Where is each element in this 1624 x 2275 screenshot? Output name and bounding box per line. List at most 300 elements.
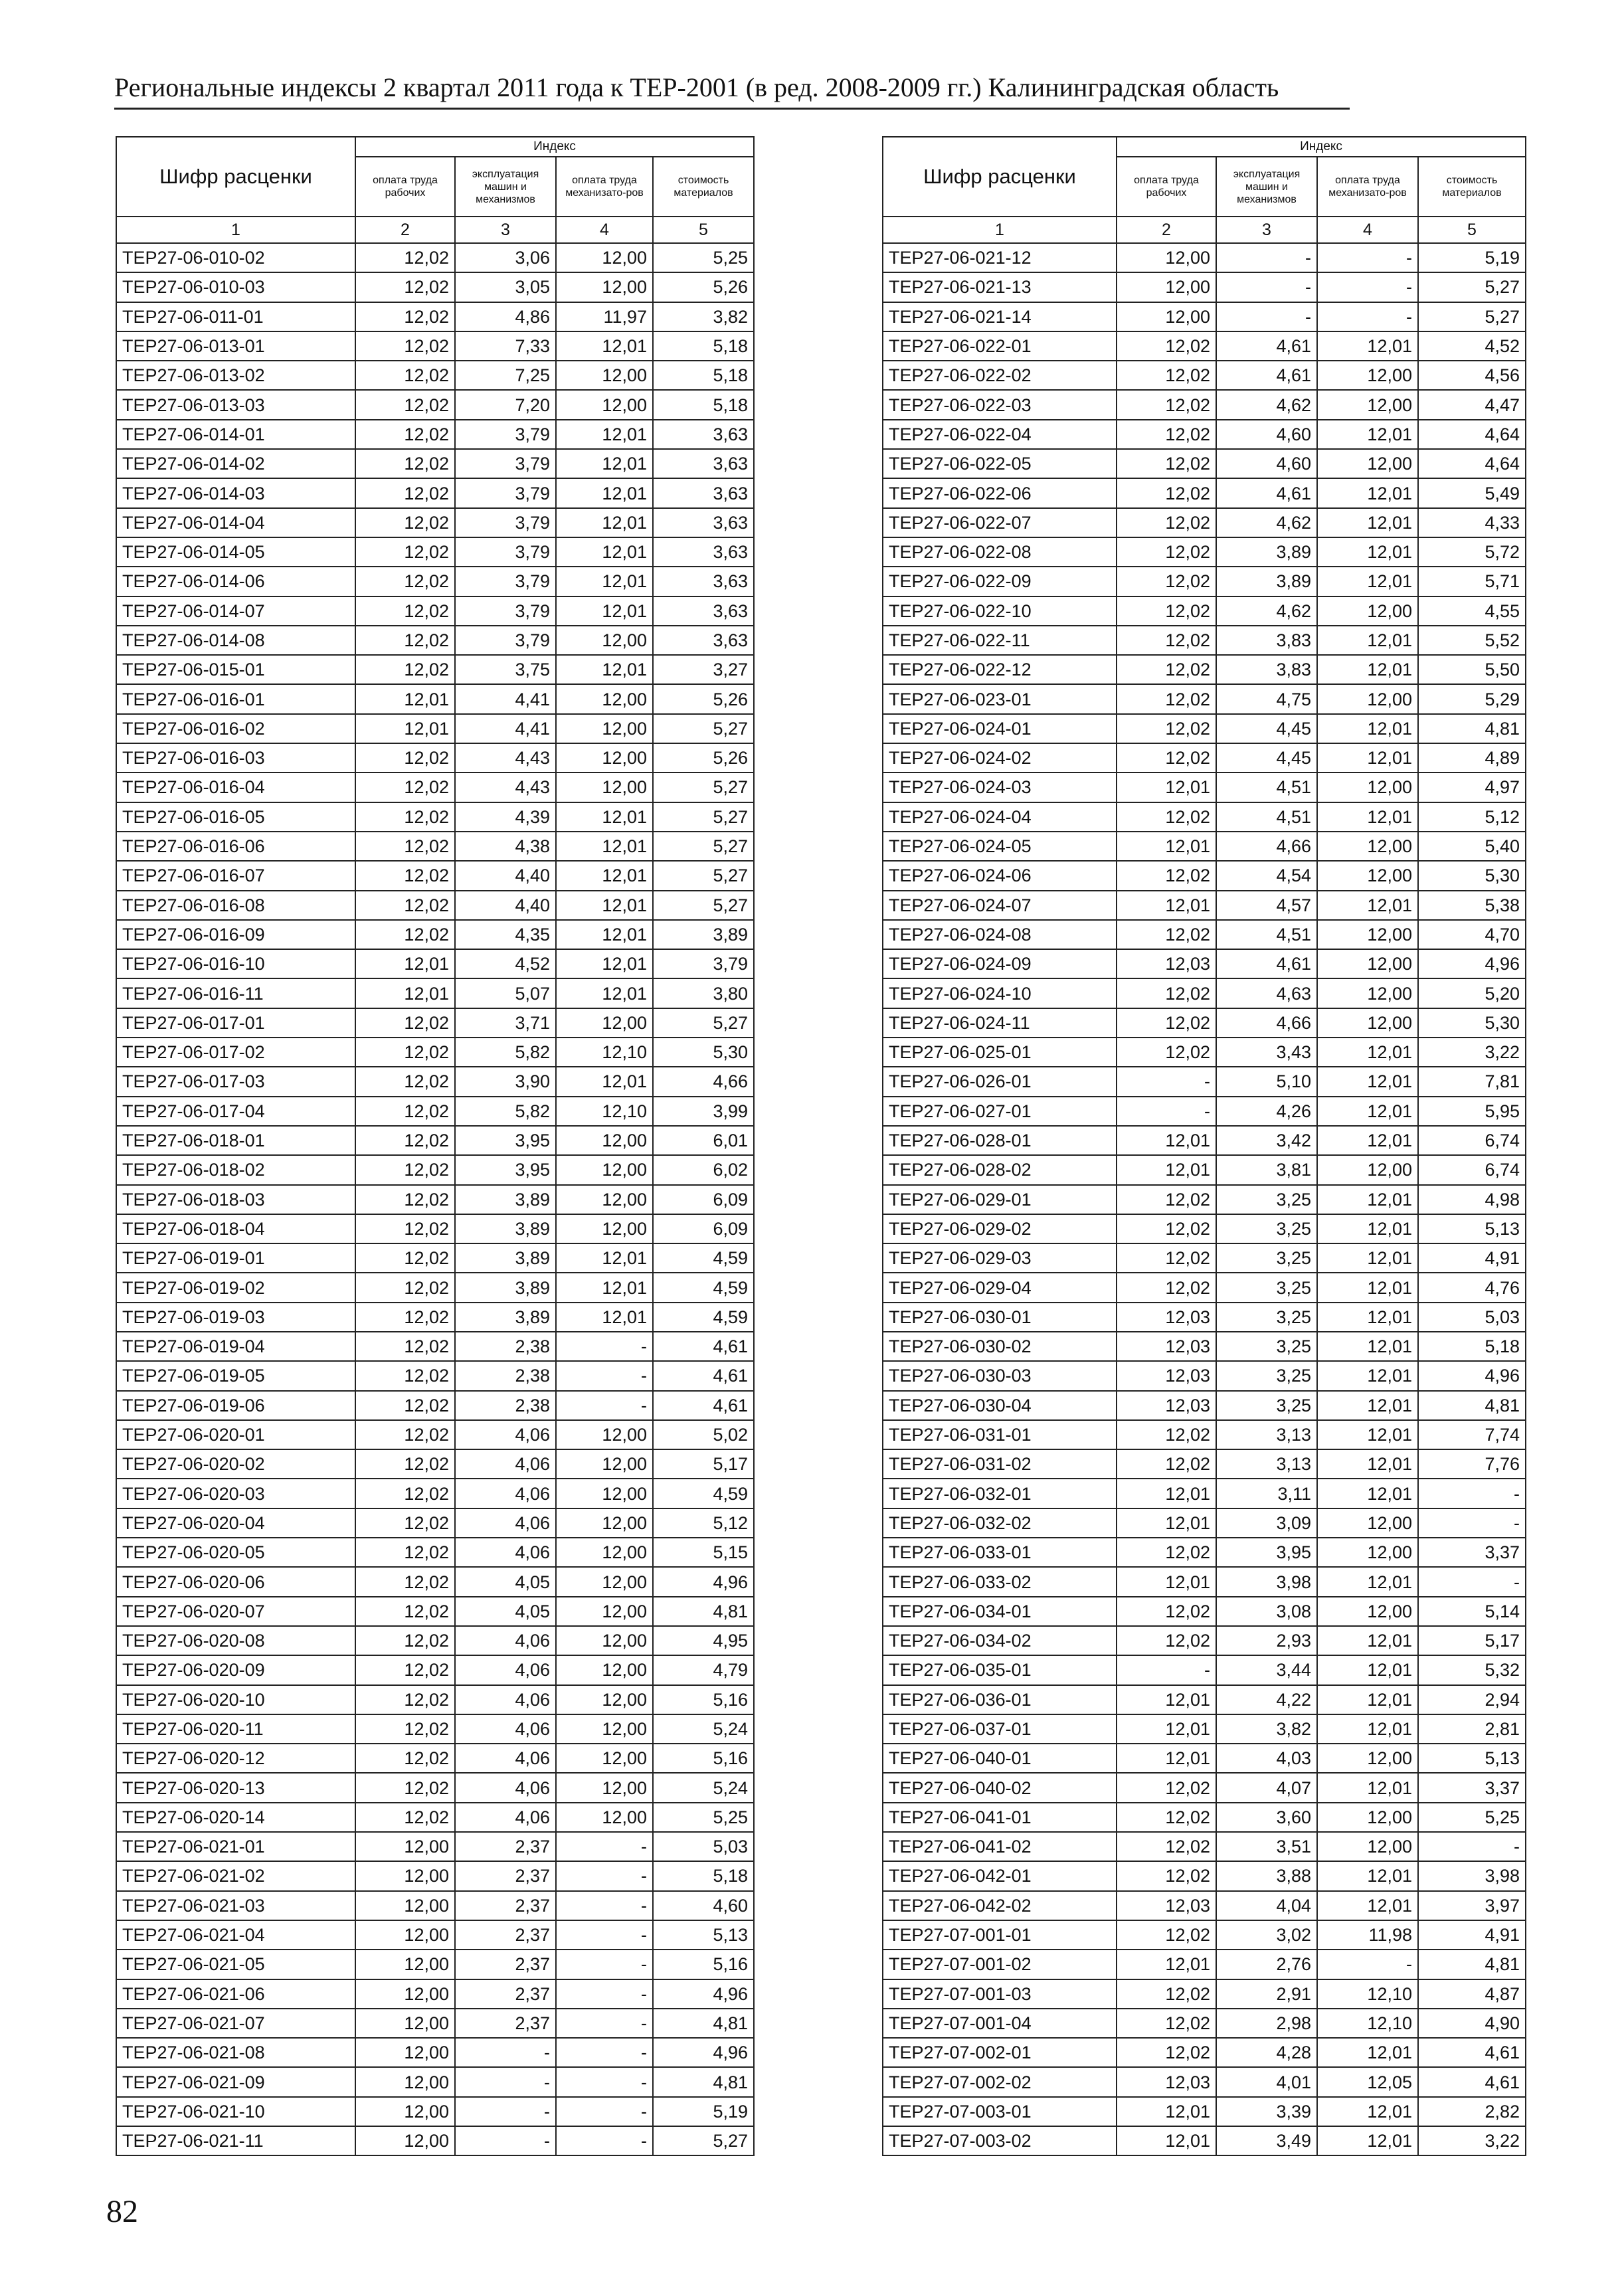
- materials-cost-cell: 5,18: [653, 331, 754, 361]
- materials-cost-cell: 5,32: [1418, 1655, 1526, 1684]
- column-number: 5: [1418, 217, 1526, 243]
- machine-operation-cell: 2,37: [455, 1832, 556, 1861]
- rate-code-cell: ТЕР27-06-022-10: [883, 596, 1117, 626]
- machine-operation-cell: 4,03: [1216, 1744, 1317, 1773]
- materials-cost-cell: 4,64: [1418, 449, 1526, 478]
- machine-operation-cell: 3,75: [455, 655, 556, 684]
- operator-wages-cell: 12,01: [1317, 802, 1418, 832]
- operator-wages-cell: 12,00: [556, 1597, 653, 1626]
- table-row: [116, 1361, 754, 1390]
- rate-code-cell: ТЕР27-06-013-02: [116, 361, 355, 390]
- table-row: [116, 1744, 754, 1773]
- table-row: [883, 567, 1526, 596]
- rate-code-cell: ТЕР27-06-030-02: [883, 1332, 1117, 1361]
- machine-operation-cell: 3,13: [1216, 1449, 1317, 1479]
- operator-wages-cell: 12,00: [1317, 1508, 1418, 1538]
- machine-operation-cell: -: [455, 2126, 556, 2155]
- machine-operation-cell: 3,89: [455, 1185, 556, 1214]
- labor-wages-cell: 12,02: [1117, 1979, 1216, 2009]
- labor-wages-cell: 12,02: [1117, 1773, 1216, 1802]
- labor-wages-cell: 12,02: [355, 1067, 455, 1096]
- materials-cost-cell: -: [1418, 1479, 1526, 1508]
- operator-wages-cell: 12,00: [556, 1655, 653, 1684]
- materials-cost-cell: 4,64: [1418, 420, 1526, 449]
- machine-operation-cell: 3,13: [1216, 1420, 1317, 1449]
- machine-operation-cell: 4,07: [1216, 1773, 1317, 1802]
- machine-operation-cell: -: [1216, 243, 1317, 272]
- rate-code-cell: ТЕР27-06-020-03: [116, 1479, 355, 1508]
- page-title: Региональные индексы 2 квартал 2011 года к ТЕР-2001 (в ред. 2008-2009 гг.) Калининградская область: [114, 72, 1279, 102]
- operator-wages-cell: 11,97: [556, 302, 653, 331]
- labor-wages-cell: 12,02: [355, 1479, 455, 1508]
- operator-wages-cell: 12,00: [556, 714, 653, 743]
- materials-cost-cell: 4,81: [653, 1597, 754, 1626]
- rate-code-cell: ТЕР27-06-030-04: [883, 1391, 1117, 1420]
- table-row: [116, 243, 754, 272]
- materials-cost-cell: 4,55: [1418, 596, 1526, 626]
- labor-wages-cell: 12,01: [1117, 1685, 1216, 1714]
- labor-wages-cell: 12,02: [1117, 1538, 1216, 1567]
- machine-operation-cell: 4,04: [1216, 1891, 1317, 1920]
- labor-wages-cell: 12,00: [1117, 243, 1216, 272]
- labor-wages-cell: 12,03: [1117, 1391, 1216, 1420]
- table-row: [883, 920, 1526, 949]
- labor-wages-cell: 12,02: [355, 478, 455, 507]
- rate-code-cell: ТЕР27-06-042-02: [883, 1891, 1117, 1920]
- operator-wages-cell: 12,01: [556, 596, 653, 626]
- materials-cost-cell: 5,03: [653, 1832, 754, 1861]
- rate-code-cell: ТЕР27-06-013-01: [116, 331, 355, 361]
- header-index-group: Индекс: [355, 137, 754, 157]
- materials-cost-cell: 4,76: [1418, 1273, 1526, 1302]
- operator-wages-cell: 12,01: [1317, 2097, 1418, 2126]
- materials-cost-cell: 3,63: [653, 626, 754, 655]
- machine-operation-cell: 5,07: [455, 978, 556, 1008]
- operator-wages-cell: -: [556, 2009, 653, 2038]
- header-materials-cost: стоимость материалов: [653, 157, 754, 217]
- materials-cost-cell: 3,82: [653, 302, 754, 331]
- labor-wages-cell: 12,02: [1117, 1185, 1216, 1214]
- labor-wages-cell: 12,02: [355, 390, 455, 419]
- machine-operation-cell: 4,06: [455, 1449, 556, 1479]
- rate-code-cell: ТЕР27-06-031-02: [883, 1449, 1117, 1479]
- table-row: [883, 1567, 1526, 1596]
- materials-cost-cell: 4,61: [1418, 2038, 1526, 2067]
- machine-operation-cell: -: [1216, 302, 1317, 331]
- operator-wages-cell: 12,01: [1317, 508, 1418, 537]
- rate-code-cell: ТЕР27-06-030-03: [883, 1361, 1117, 1390]
- materials-cost-cell: 4,90: [1418, 2009, 1526, 2038]
- rate-code-cell: ТЕР27-06-014-06: [116, 567, 355, 596]
- machine-operation-cell: 7,33: [455, 331, 556, 361]
- rate-code-cell: ТЕР27-06-019-04: [116, 1332, 355, 1361]
- operator-wages-cell: 12,01: [1317, 626, 1418, 655]
- materials-cost-cell: 5,25: [1418, 1803, 1526, 1832]
- table-row: [116, 331, 754, 361]
- machine-operation-cell: 4,06: [455, 1420, 556, 1449]
- machine-operation-cell: 2,98: [1216, 2009, 1317, 2038]
- table-row: [116, 1243, 754, 1273]
- materials-cost-cell: 4,81: [1418, 714, 1526, 743]
- materials-cost-cell: 5,27: [653, 891, 754, 920]
- table-body-right: [883, 243, 1526, 2155]
- labor-wages-cell: 12,02: [355, 1803, 455, 1832]
- machine-operation-cell: 4,05: [455, 1567, 556, 1596]
- table-row: [883, 2097, 1526, 2126]
- rate-code-cell: ТЕР27-06-021-11: [116, 2126, 355, 2155]
- materials-cost-cell: 2,82: [1418, 2097, 1526, 2126]
- materials-cost-cell: 6,74: [1418, 1126, 1526, 1155]
- labor-wages-cell: 12,00: [355, 1861, 455, 1890]
- table-row: [883, 1038, 1526, 1067]
- labor-wages-cell: 12,01: [355, 978, 455, 1008]
- materials-cost-cell: 5,49: [1418, 478, 1526, 507]
- operator-wages-cell: 12,10: [556, 1097, 653, 1126]
- table-row: [116, 1979, 754, 2009]
- operator-wages-cell: 12,00: [556, 1449, 653, 1479]
- table-row: [116, 978, 754, 1008]
- operator-wages-cell: 12,01: [1317, 567, 1418, 596]
- labor-wages-cell: 12,01: [1117, 1479, 1216, 1508]
- labor-wages-cell: 12,02: [355, 1303, 455, 1332]
- machine-operation-cell: 3,95: [455, 1126, 556, 1155]
- materials-cost-cell: 5,27: [653, 2126, 754, 2155]
- table-row: [883, 1597, 1526, 1626]
- operator-wages-cell: 12,00: [1317, 949, 1418, 978]
- machine-operation-cell: 3,25: [1216, 1361, 1317, 1390]
- operator-wages-cell: 12,10: [1317, 2009, 1418, 2038]
- table-row: [883, 272, 1526, 302]
- machine-operation-cell: 4,06: [455, 1714, 556, 1744]
- rate-code-cell: ТЕР27-06-024-07: [883, 891, 1117, 920]
- machine-operation-cell: 4,41: [455, 714, 556, 743]
- rate-code-cell: ТЕР27-06-019-03: [116, 1303, 355, 1332]
- materials-cost-cell: 6,09: [653, 1214, 754, 1243]
- machine-operation-cell: 4,60: [1216, 449, 1317, 478]
- labor-wages-cell: 12,02: [1117, 1861, 1216, 1890]
- table-row: [116, 478, 754, 507]
- materials-cost-cell: 7,81: [1418, 1067, 1526, 1096]
- labor-wages-cell: 12,02: [355, 743, 455, 773]
- operator-wages-cell: 12,00: [1317, 449, 1418, 478]
- labor-wages-cell: 12,02: [1117, 2009, 1216, 2038]
- operator-wages-cell: -: [1317, 302, 1418, 331]
- rate-code-cell: ТЕР27-06-018-04: [116, 1214, 355, 1243]
- machine-operation-cell: 4,43: [455, 743, 556, 773]
- operator-wages-cell: 12,00: [1317, 1597, 1418, 1626]
- labor-wages-cell: 12,02: [355, 832, 455, 861]
- labor-wages-cell: 12,03: [1117, 2067, 1216, 2096]
- operator-wages-cell: -: [1317, 243, 1418, 272]
- machine-operation-cell: 3,83: [1216, 626, 1317, 655]
- table-row: [883, 596, 1526, 626]
- table-row: [116, 743, 754, 773]
- machine-operation-cell: 3,83: [1216, 655, 1317, 684]
- machine-operation-cell: 4,61: [1216, 949, 1317, 978]
- machine-operation-cell: 5,10: [1216, 1067, 1317, 1096]
- column-number: 4: [556, 217, 653, 243]
- table-row: [883, 478, 1526, 507]
- machine-operation-cell: 3,02: [1216, 1920, 1317, 1950]
- rate-code-cell: ТЕР27-06-021-14: [883, 302, 1117, 331]
- labor-wages-cell: 12,02: [1117, 714, 1216, 743]
- rate-code-cell: ТЕР27-06-033-01: [883, 1538, 1117, 1567]
- rate-code-cell: ТЕР27-06-019-01: [116, 1243, 355, 1273]
- table-row: [883, 420, 1526, 449]
- labor-wages-cell: 12,02: [1117, 449, 1216, 478]
- machine-operation-cell: 3,11: [1216, 1479, 1317, 1508]
- rate-code-cell: ТЕР27-06-019-06: [116, 1391, 355, 1420]
- machine-operation-cell: 4,06: [455, 1479, 556, 1508]
- operator-wages-cell: 12,01: [1317, 1714, 1418, 1744]
- rate-code-cell: ТЕР27-06-022-11: [883, 626, 1117, 655]
- rate-code-cell: ТЕР27-06-040-02: [883, 1773, 1117, 1802]
- machine-operation-cell: 4,66: [1216, 832, 1317, 861]
- machine-operation-cell: 3,89: [455, 1214, 556, 1243]
- machine-operation-cell: 2,93: [1216, 1626, 1317, 1655]
- labor-wages-cell: 12,02: [1117, 1449, 1216, 1479]
- machine-operation-cell: 4,62: [1216, 596, 1317, 626]
- table-row: [883, 1626, 1526, 1655]
- rate-code-cell: ТЕР27-06-017-03: [116, 1067, 355, 1096]
- materials-cost-cell: 4,70: [1418, 920, 1526, 949]
- materials-cost-cell: 5,15: [653, 1538, 754, 1567]
- operator-wages-cell: 12,00: [556, 684, 653, 713]
- table-row: [116, 420, 754, 449]
- materials-cost-cell: 4,81: [1418, 1950, 1526, 1979]
- table-row: [883, 1185, 1526, 1214]
- labor-wages-cell: 12,02: [355, 1214, 455, 1243]
- materials-cost-cell: 3,37: [1418, 1773, 1526, 1802]
- table-row: [883, 2126, 1526, 2155]
- labor-wages-cell: 12,02: [1117, 1832, 1216, 1861]
- operator-wages-cell: 12,01: [556, 920, 653, 949]
- table-row: [116, 1861, 754, 1890]
- labor-wages-cell: 12,02: [355, 1626, 455, 1655]
- labor-wages-cell: 12,00: [1117, 302, 1216, 331]
- labor-wages-cell: 12,02: [355, 420, 455, 449]
- table-row: [116, 1714, 754, 1744]
- table-row: [116, 2126, 754, 2155]
- operator-wages-cell: 12,01: [1317, 891, 1418, 920]
- table-row: [883, 802, 1526, 832]
- labor-wages-cell: 12,00: [355, 1950, 455, 1979]
- table-row: [883, 655, 1526, 684]
- operator-wages-cell: -: [556, 1832, 653, 1861]
- rate-code-cell: ТЕР27-06-021-12: [883, 243, 1117, 272]
- column-number: 4: [1317, 217, 1418, 243]
- materials-cost-cell: 3,63: [653, 478, 754, 507]
- machine-operation-cell: 4,66: [1216, 1008, 1317, 1038]
- labor-wages-cell: 12,02: [355, 537, 455, 567]
- materials-cost-cell: 3,63: [653, 537, 754, 567]
- rate-code-cell: ТЕР27-06-021-05: [116, 1950, 355, 1979]
- materials-cost-cell: 3,63: [653, 508, 754, 537]
- materials-cost-cell: 3,79: [653, 949, 754, 978]
- operator-wages-cell: -: [556, 1391, 653, 1420]
- labor-wages-cell: 12,02: [1117, 1920, 1216, 1950]
- machine-operation-cell: 4,06: [455, 1655, 556, 1684]
- rate-code-cell: ТЕР27-06-021-06: [116, 1979, 355, 2009]
- machine-operation-cell: 3,79: [455, 478, 556, 507]
- operator-wages-cell: 12,00: [556, 1420, 653, 1449]
- materials-cost-cell: 5,03: [1418, 1303, 1526, 1332]
- operator-wages-cell: 12,01: [1317, 1479, 1418, 1508]
- operator-wages-cell: 12,01: [556, 655, 653, 684]
- operator-wages-cell: 12,01: [1317, 1861, 1418, 1890]
- rate-code-cell: ТЕР27-06-020-12: [116, 1744, 355, 1773]
- materials-cost-cell: 5,27: [1418, 272, 1526, 302]
- operator-wages-cell: -: [556, 1891, 653, 1920]
- labor-wages-cell: 12,03: [1117, 1303, 1216, 1332]
- materials-cost-cell: 4,60: [653, 1891, 754, 1920]
- machine-operation-cell: 2,37: [455, 1950, 556, 1979]
- materials-cost-cell: 5,26: [653, 684, 754, 713]
- machine-operation-cell: 3,05: [455, 272, 556, 302]
- rate-code-cell: ТЕР27-06-016-04: [116, 773, 355, 802]
- operator-wages-cell: 12,00: [1317, 684, 1418, 713]
- operator-wages-cell: 12,01: [1317, 1273, 1418, 1302]
- rate-code-cell: ТЕР27-06-020-06: [116, 1567, 355, 1596]
- table-row: [883, 1008, 1526, 1038]
- header-operator-wages: оплата труда механизато-ров: [1317, 157, 1418, 217]
- machine-operation-cell: -: [1216, 272, 1317, 302]
- rate-code-cell: ТЕР27-06-037-01: [883, 1714, 1117, 1744]
- labor-wages-cell: 12,02: [355, 861, 455, 890]
- materials-cost-cell: 5,40: [1418, 832, 1526, 861]
- machine-operation-cell: 3,60: [1216, 1803, 1317, 1832]
- rate-code-cell: ТЕР27-06-020-04: [116, 1508, 355, 1538]
- machine-operation-cell: 3,06: [455, 243, 556, 272]
- table-row: [883, 1097, 1526, 1126]
- machine-operation-cell: 4,43: [455, 773, 556, 802]
- operator-wages-cell: 12,01: [556, 478, 653, 507]
- labor-wages-cell: -: [1117, 1097, 1216, 1126]
- table-row: [116, 1449, 754, 1479]
- operator-wages-cell: 12,00: [1317, 978, 1418, 1008]
- labor-wages-cell: 12,01: [1117, 2097, 1216, 2126]
- machine-operation-cell: 4,06: [455, 1685, 556, 1714]
- machine-operation-cell: 3,44: [1216, 1655, 1317, 1684]
- table-row: [116, 1332, 754, 1361]
- table-row: [116, 302, 754, 331]
- rate-code-cell: ТЕР27-06-016-07: [116, 861, 355, 890]
- labor-wages-cell: 12,02: [1117, 1597, 1216, 1626]
- rate-code-cell: ТЕР27-07-002-01: [883, 2038, 1117, 2067]
- materials-cost-cell: 3,80: [653, 978, 754, 1008]
- materials-cost-cell: 4,81: [653, 2067, 754, 2096]
- table-row: [883, 1803, 1526, 1832]
- operator-wages-cell: 12,00: [556, 390, 653, 419]
- labor-wages-cell: 12,00: [355, 1891, 455, 1920]
- rate-code-cell: ТЕР27-06-015-01: [116, 655, 355, 684]
- labor-wages-cell: 12,00: [355, 2009, 455, 2038]
- materials-cost-cell: 4,47: [1418, 390, 1526, 419]
- materials-cost-cell: 4,96: [653, 1567, 754, 1596]
- rate-code-cell: ТЕР27-06-018-03: [116, 1185, 355, 1214]
- materials-cost-cell: 5,30: [1418, 1008, 1526, 1038]
- machine-operation-cell: 2,38: [455, 1332, 556, 1361]
- machine-operation-cell: 4,62: [1216, 508, 1317, 537]
- operator-wages-cell: 12,00: [556, 626, 653, 655]
- materials-cost-cell: 5,14: [1418, 1597, 1526, 1626]
- machine-operation-cell: 7,20: [455, 390, 556, 419]
- operator-wages-cell: 12,00: [1317, 1538, 1418, 1567]
- labor-wages-cell: 12,02: [355, 1332, 455, 1361]
- materials-cost-cell: 5,13: [1418, 1214, 1526, 1243]
- operator-wages-cell: 12,00: [556, 1714, 653, 1744]
- operator-wages-cell: 12,10: [1317, 1979, 1418, 2009]
- labor-wages-cell: 12,02: [355, 1155, 455, 1184]
- table-row: [883, 1773, 1526, 1802]
- machine-operation-cell: 4,06: [455, 1773, 556, 1802]
- operator-wages-cell: -: [1317, 272, 1418, 302]
- materials-cost-cell: 4,61: [653, 1361, 754, 1390]
- materials-cost-cell: 5,27: [653, 1008, 754, 1038]
- machine-operation-cell: 3,81: [1216, 1155, 1317, 1184]
- rate-code-cell: ТЕР27-06-016-01: [116, 684, 355, 713]
- rate-code-cell: ТЕР27-06-025-01: [883, 1038, 1117, 1067]
- operator-wages-cell: 12,01: [556, 508, 653, 537]
- rate-code-cell: ТЕР27-06-024-04: [883, 802, 1117, 832]
- rate-code-cell: ТЕР27-06-017-01: [116, 1008, 355, 1038]
- labor-wages-cell: 12,02: [1117, 331, 1216, 361]
- table-row: [116, 1067, 754, 1096]
- table-row: [883, 626, 1526, 655]
- labor-wages-cell: 12,00: [355, 2067, 455, 2096]
- table-row: [883, 1655, 1526, 1684]
- labor-wages-cell: 12,02: [355, 1508, 455, 1538]
- column-number: 3: [455, 217, 556, 243]
- materials-cost-cell: 4,96: [1418, 1361, 1526, 1390]
- labor-wages-cell: 12,02: [355, 1243, 455, 1273]
- machine-operation-cell: 3,49: [1216, 2126, 1317, 2155]
- table-row: [883, 537, 1526, 567]
- machine-operation-cell: 3,25: [1216, 1391, 1317, 1420]
- rate-code-cell: ТЕР27-06-021-13: [883, 272, 1117, 302]
- rate-code-cell: ТЕР27-07-001-03: [883, 1979, 1117, 2009]
- table-row: [883, 832, 1526, 861]
- operator-wages-cell: 12,00: [556, 1567, 653, 1596]
- machine-operation-cell: 2,37: [455, 2009, 556, 2038]
- table-row: [883, 1508, 1526, 1538]
- operator-wages-cell: 12,00: [1317, 861, 1418, 890]
- rate-code-cell: ТЕР27-06-027-01: [883, 1097, 1117, 1126]
- machine-operation-cell: 2,76: [1216, 1950, 1317, 1979]
- operator-wages-cell: 12,01: [1317, 1214, 1418, 1243]
- labor-wages-cell: 12,01: [355, 684, 455, 713]
- table-row: [883, 1861, 1526, 1890]
- labor-wages-cell: 12,02: [1117, 1008, 1216, 1038]
- materials-cost-cell: 5,95: [1418, 1097, 1526, 1126]
- operator-wages-cell: 12,00: [556, 1626, 653, 1655]
- machine-operation-cell: 3,89: [455, 1243, 556, 1273]
- table-row: [116, 714, 754, 743]
- rate-code-cell: ТЕР27-06-029-01: [883, 1185, 1117, 1214]
- materials-cost-cell: 4,98: [1418, 1185, 1526, 1214]
- machine-operation-cell: 7,25: [455, 361, 556, 390]
- machine-operation-cell: 3,95: [455, 1155, 556, 1184]
- labor-wages-cell: 12,02: [1117, 390, 1216, 419]
- rate-code-cell: ТЕР27-06-014-04: [116, 508, 355, 537]
- table-row: [116, 684, 754, 713]
- operator-wages-cell: 12,01: [556, 331, 653, 361]
- rate-code-cell: ТЕР27-06-032-01: [883, 1479, 1117, 1508]
- rate-code-cell: ТЕР27-06-020-07: [116, 1597, 355, 1626]
- table-row: [116, 920, 754, 949]
- machine-operation-cell: 4,75: [1216, 684, 1317, 713]
- rate-code-cell: ТЕР27-06-020-08: [116, 1626, 355, 1655]
